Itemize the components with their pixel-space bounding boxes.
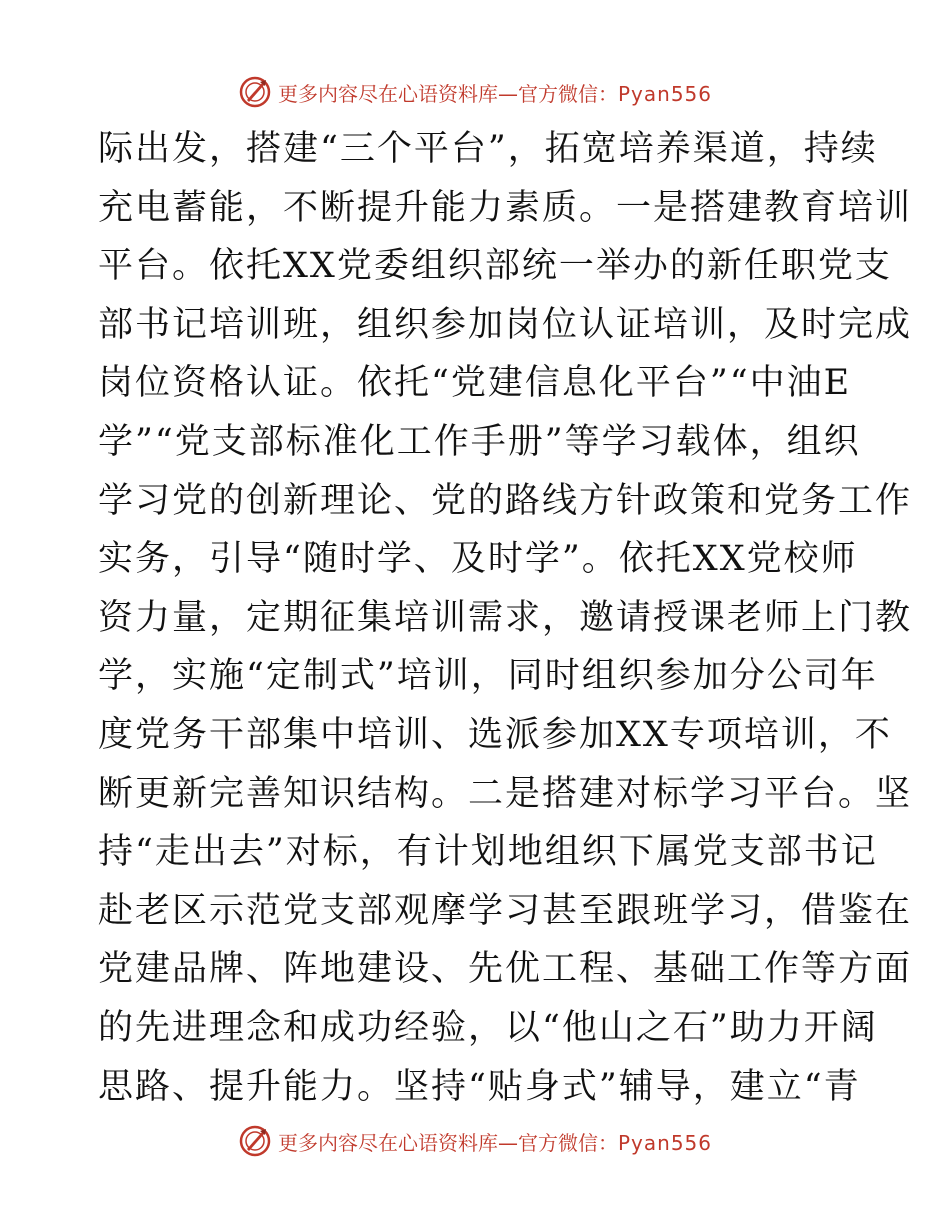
body-line: 学习党的创新理论、党的路线方针政策和党务工作 xyxy=(98,480,913,521)
body-line: 赴老区示范党支部观摩学习甚至跟班学习，借鉴在 xyxy=(98,890,913,931)
watermark-main: 更多内容尽在心语资料库 xyxy=(277,81,498,106)
quill-seal-icon xyxy=(238,75,272,109)
body-line: 的先进理念和成功经验，以“他山之石”助力开阔 xyxy=(98,1007,878,1048)
body-line: 持“走出去”对标，有计划地组织下属党支部书记 xyxy=(98,832,878,873)
body-line: 岗位资格认证。依托“党建信息化平台”“中油E xyxy=(98,363,852,404)
watermark-dash: — xyxy=(497,1130,518,1155)
body-line: 断更新完善知识结构。二是搭建对标学习平台。坚 xyxy=(98,773,913,814)
watermark-brand: Pyan556 xyxy=(617,81,712,106)
watermark-text xyxy=(278,1127,712,1156)
watermark-side: 官方微信： xyxy=(517,81,618,106)
watermark-dash: — xyxy=(497,81,518,106)
watermark-side: 官方微信： xyxy=(517,1130,618,1155)
body-line: 充电蓄能，不断提升能力素质。一是搭建教育培训 xyxy=(98,187,913,228)
body-line: 部书记培训班，组织参加岗位认证培训，及时完成 xyxy=(98,304,913,345)
body-line: 学，实施“定制式”培训，同时组织参加分公司年 xyxy=(98,656,878,697)
footer-watermark xyxy=(0,1121,950,1161)
document-body xyxy=(98,120,913,1116)
body-line: 学”“党支部标准化工作手册”等学习载体，组织 xyxy=(98,421,861,462)
body-line: 党建品牌、阵地建设、先优工程、基础工作等方面 xyxy=(98,949,913,990)
body-line: 度党务干部集中培训、选派参加XX专项培训，不 xyxy=(98,714,892,755)
watermark-brand: Pyan556 xyxy=(617,1130,712,1155)
body-line: 实务，引导“随时学、及时学”。依托XX党校师 xyxy=(98,539,858,580)
body-line: 际出发，搭建“三个平台”，拓宽培养渠道，持续 xyxy=(98,129,878,169)
watermark-text xyxy=(278,78,712,107)
body-line: 思路、提升能力。坚持“贴身式”辅导，建立“青 xyxy=(98,1066,861,1107)
header-watermark xyxy=(0,72,950,112)
body-line: 资力量，定期征集培训需求，邀请授课老师上门教 xyxy=(98,597,913,638)
watermark-main: 更多内容尽在心语资料库 xyxy=(277,1130,498,1155)
quill-seal-icon xyxy=(238,1124,272,1158)
body-line: 平台。依托XX党委组织部统一举办的新任职党支 xyxy=(98,246,892,287)
